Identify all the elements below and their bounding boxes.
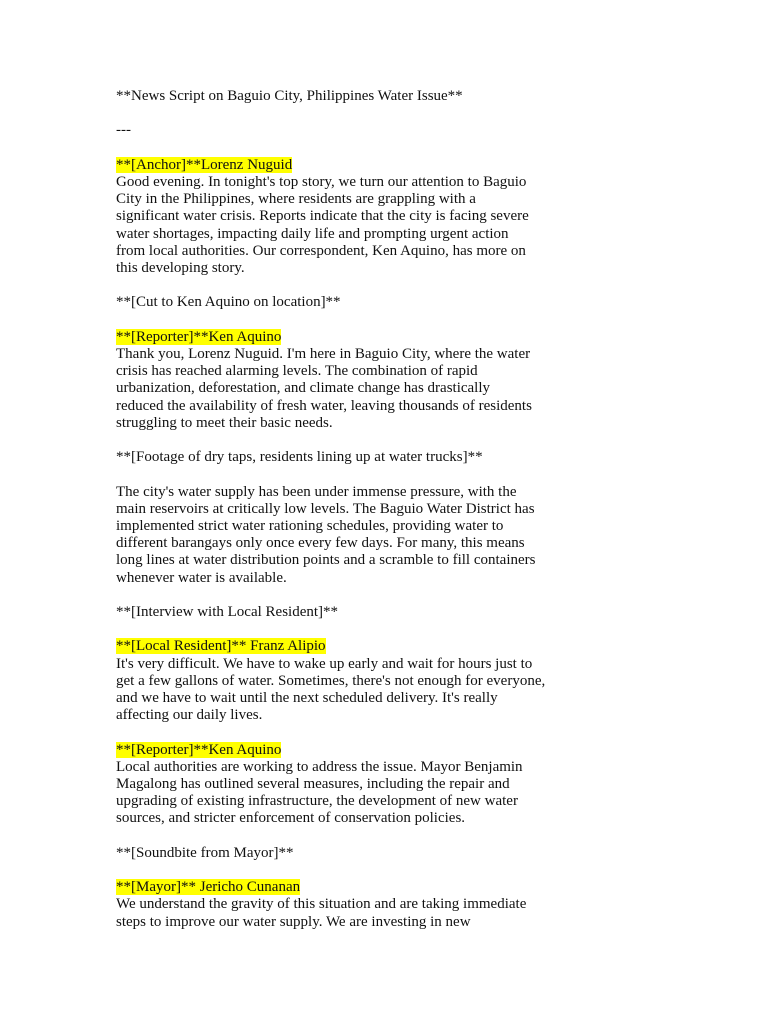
paragraph-line: this developing story. (116, 260, 245, 276)
paragraph-line: affecting our daily lives. (116, 707, 263, 724)
highlighted-speaker-label: **[Local Resident]** Franz Alipio (116, 638, 326, 655)
speaker-tag-resident (116, 638, 676, 655)
stage-cue-cut: **[Cut to Ken Aquino on location]** (116, 294, 341, 311)
stage-cue-soundbite: **[Soundbite from Mayor]** (116, 844, 294, 861)
speaker-tag-reporter-2 (116, 742, 676, 759)
speaker-tag-mayor (116, 879, 676, 896)
stage-cue-footage: **[Footage of dry taps, residents lining up at water trucks]** (116, 449, 483, 466)
paragraph-line: long lines at water distribution points and a scramble to fill containers (116, 552, 536, 569)
reporter-paragraph-1 (116, 346, 676, 432)
paragraph-line: urbanization, deforestation, and climate change has drastically (116, 380, 491, 397)
paragraph-line: and we have to wait until the next scheduled delivery. It's really (116, 689, 498, 706)
highlighted-speaker-label: **[Reporter]**Ken Aquino (116, 741, 282, 758)
paragraph-line: significant water crisis. Reports indicate that the city is facing severe (116, 208, 529, 225)
paragraph-line: water shortages, impacting daily life and prompting urgent action (116, 225, 509, 242)
paragraph-line: Magalong has outlined several measures, including the repair and (116, 775, 510, 792)
paragraph-line: crisis has reached alarming levels. The combination of rapid (116, 363, 478, 380)
speaker-tag-reporter-1 (116, 329, 676, 346)
paragraph-line: get a few gallons of water. Sometimes, there's not enough for everyone, (116, 672, 546, 689)
highlighted-speaker-label: **[Reporter]**Ken Aquino (116, 328, 282, 345)
paragraph-line: upgrading of existing infrastructure, the development of new water (116, 793, 518, 810)
paragraph-line: Thank you, Lorenz Nuguid. I'm here in Baguio City, where the water (116, 345, 531, 362)
paragraph-line: We understand the gravity of this situation and are taking immediate (116, 896, 527, 913)
highlighted-speaker-label: **[Anchor]**Lorenz Nuguid (116, 156, 293, 173)
paragraph-line: reduced the availability of fresh water, leaving thousands of residents (116, 397, 532, 414)
paragraph-line: struggling to meet their basic needs. (116, 414, 333, 431)
speaker-tag-anchor (116, 157, 676, 174)
mayor-paragraph (116, 896, 676, 930)
paragraph-line: City in the Philippines, where residents are grappling with a (116, 191, 476, 208)
paragraph-line: different barangays only once every few days. For many, this means (116, 535, 525, 552)
reporter-paragraph-2 (116, 759, 676, 828)
anchor-paragraph (116, 174, 676, 277)
paragraph-line: sources, and stricter enforcement of conservation policies. (116, 810, 466, 827)
stage-cue-interview: **[Interview with Local Resident]** (116, 603, 339, 620)
paragraph-line: It's very difficult. We have to wake up early and wait for hours just to (116, 655, 533, 672)
paragraph-line: steps to improve our water supply. We are investing in new (116, 913, 471, 930)
paragraph-line: main reservoirs at critically low levels. The Baguio Water District has (116, 500, 535, 517)
resident-paragraph (116, 656, 676, 725)
paragraph-line: Good evening. In tonight's top story, we turn our attention to Baguio (116, 173, 527, 190)
paragraph-line: whenever water is available. (116, 569, 287, 586)
separator: --- (116, 122, 131, 139)
paragraph-line: implemented strict water rationing schedules, providing water to (116, 517, 504, 534)
paragraph-line: The city's water supply has been under immense pressure, with the (116, 483, 517, 500)
document-title: **News Script on Baguio City, Philippines Water Issue** (116, 88, 463, 104)
supply-paragraph (116, 484, 676, 587)
document-page (116, 88, 676, 931)
highlighted-speaker-label: **[Mayor]** Jericho Cunanan (116, 879, 301, 896)
paragraph-line: Local authorities are working to address the issue. Mayor Benjamin (116, 758, 523, 775)
paragraph-line: from local authorities. Our correspondent, Ken Aquino, has more on (116, 242, 526, 259)
